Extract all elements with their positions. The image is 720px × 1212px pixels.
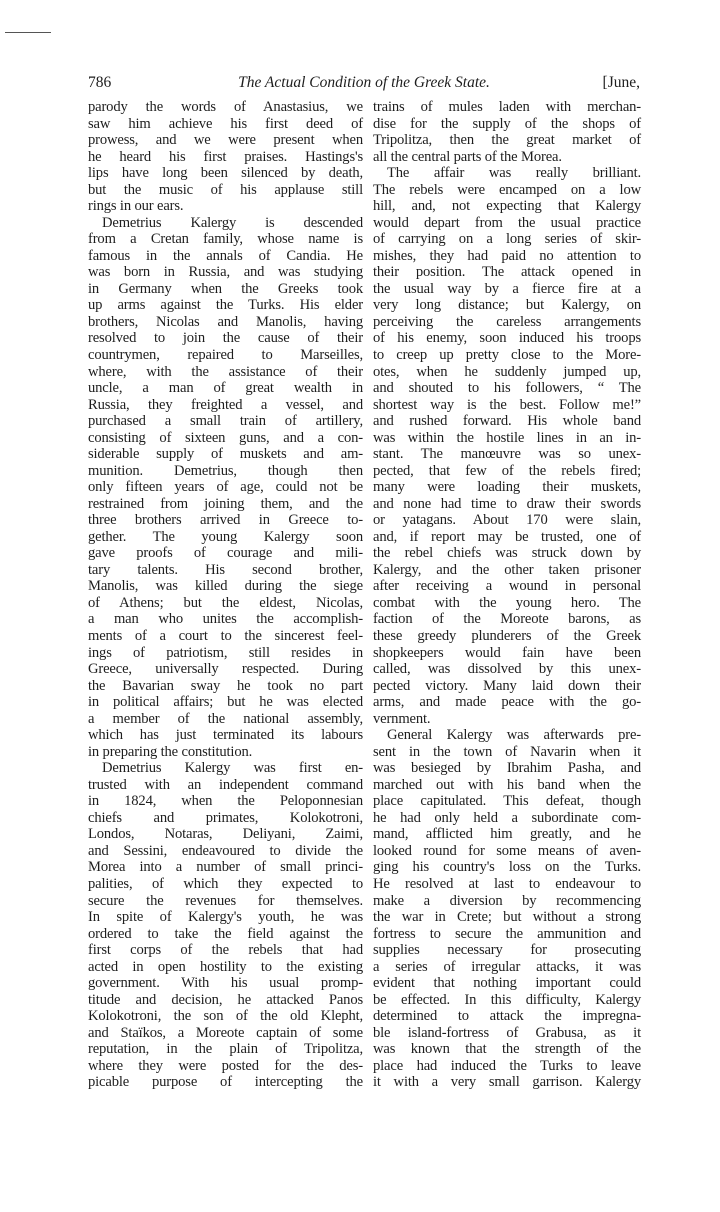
text-line: picable purpose of intercepting the [88,1074,363,1091]
text-line: famous in the annals of Candia. He [88,247,363,264]
text-line: very long distance; but Kalergy, on [373,297,641,314]
text-line: the rebel chiefs was struck down by [373,545,641,562]
text-line: first corps of the rebels that had [88,942,363,959]
text-line: in Germany when the Greeks took [88,280,363,297]
text-line: otes, when he suddenly jumped up, [373,363,641,380]
text-line: pected, that few of the rebels fired; [373,462,641,479]
text-line: gether. The young Kalergy soon [88,528,363,545]
text-line: would depart from the usual practice [373,214,641,231]
text-line: faction of the Moreote barons, as [373,611,641,628]
text-line: Morea into a number of small princi- [88,859,363,876]
text-line: the war in Crete; but without a strong [373,909,641,926]
text-line: or yatagans. About 170 were slain, [373,512,641,529]
text-line: a member of the national assembly, [88,710,363,727]
text-line: saw him achieve his first deed of [88,115,363,132]
running-title: The Actual Condition of the Greek State. [238,74,490,91]
text-line: and, if report may be trusted, one of [373,528,641,545]
text-line: Londos, Notaras, Deliyani, Zaimi, [88,826,363,843]
text-line: marched out with his band when the [373,776,641,793]
text-line: the usual way by a fierce fire at a [373,280,641,297]
text-line: The rebels were encamped on a low [373,181,641,198]
text-line: he had only held a subordinate com- [373,809,641,826]
text-line: looked round for some means of aven- [373,842,641,859]
text-line: where, with the assistance of their [88,363,363,380]
text-line: and shouted to his followers, “ The [373,380,641,397]
text-line: all the central parts of the Morea. [373,148,562,165]
text-line: Kalergy, and the other taken prisoner [373,561,641,578]
text-line: from a Cretan family, whose name is [88,231,363,248]
text-line: parody the words of Anastasius, we [88,99,363,115]
text-line: vernment. [373,710,431,727]
text-line: where they were posted for the des- [88,1057,363,1074]
text-line: determined to attack the impregna- [373,1008,641,1025]
text-line: and none had time to draw their swords [373,495,641,512]
text-line: tary talents. His second brother, [88,561,363,578]
text-line: The affair was really brilliant. [387,165,641,182]
text-line: titude and decision, he attacked Panos [88,991,363,1008]
text-line: these greedy plunderers of the Greek [373,628,641,644]
text-line: it with a very small garrison. Kalergy [373,1074,641,1091]
text-line: trusted with an independent command [88,776,363,793]
text-line: supplies necessary for prosecuting [373,942,641,959]
issue-date: [June, [602,74,640,91]
text-line: ble island-fortress of Grabusa, as it [373,1024,641,1041]
text-line: to creep up pretty close to the More- [373,346,641,363]
text-line: resolved to join the cause of their [88,330,363,347]
text-line: in 1824, when the Peloponnesian [88,793,363,810]
text-line: government. With his usual promp- [88,975,363,992]
text-line: many were loading their muskets, [373,479,641,496]
text-line: was besieged by Ibrahim Pasha, and [373,760,641,777]
text-line: prowess, and we were present when [88,132,363,149]
text-line: stant. The manœuvre was so unex- [373,446,641,463]
right-column [373,99,641,1091]
text-line: arms, and made peace with the go- [373,694,641,711]
text-line: In spite of Kalergy's youth, he was [88,909,363,926]
text-line: sent in the town of Navarin when it [373,743,641,760]
text-line: of Athens; but the eldest, Nicolas, [88,594,363,611]
text-line: He resolved at last to endeavour to [373,875,641,892]
text-line: acted in open hostility to the existing [88,958,363,975]
text-line: Demetrius Kalergy is descended [102,214,363,231]
text-line: uncle, a man of great wealth in [88,380,363,397]
text-line: the Bavarian sway he took no part [88,677,363,694]
text-line: ging his country's loss on the Turks. [373,859,641,876]
text-line: munition. Demetrius, though then [88,462,363,479]
text-line: purchased a small train of artillery, [88,413,363,430]
text-line: of his enemy, soon induced his troops [373,330,641,347]
text-line: Kolokotroni, the son of the old Klepht, [88,1008,363,1025]
running-header [88,74,640,94]
text-line: a man who unites the accomplish- [88,611,363,628]
text-line: chiefs and primates, Kolokotroni, [88,809,363,826]
text-line: was within the hostile lines in an in- [373,429,641,446]
text-line: was born in Russia, and was studying [88,264,363,281]
text-line: Russia, they freighted a vessel, and [88,396,363,413]
text-line: Greece, universally respected. During [88,661,363,678]
text-line: brothers, Nicolas and Manolis, having [88,313,363,330]
text-line: fortress to secure the ammunition and [373,925,641,942]
text-line: he heard his first praises. Hastings's [88,148,363,165]
text-line: up arms against the Turks. His elder [88,297,363,314]
scan-mark [5,32,51,33]
text-line: place capitulated. This defeat, though [373,793,641,810]
text-line: after receiving a wound in personal [373,578,641,595]
text-line: and Staïkos, a Moreote captain of some [88,1024,363,1041]
text-line: be effected. In this difficulty, Kalergy [373,991,641,1008]
text-line: in preparing the constitution. [88,743,253,760]
text-line: a series of irregular attacks, it was [373,958,641,975]
text-line: mand, afflicted him greatly, and he [373,826,641,843]
text-line: rings in our ears. [88,198,184,215]
text-line: and rushed forward. His whole band [373,413,641,430]
text-line: shopkeepers would fain have been [373,644,641,661]
text-line: dise for the supply of the shops of [373,115,641,132]
text-line: hill, and, not expecting that Kalergy [373,198,641,215]
text-line: three brothers arrived in Greece to- [88,512,363,529]
text-line: perceiving the careless arrangements [373,313,641,330]
text-line: gave proofs of courage and mili- [88,545,363,562]
text-line: and Sessini, endeavoured to divide the [88,842,363,859]
text-line: of carrying on a long series of skir- [373,231,641,248]
text-line: countrymen, repaired to Marseilles, [88,346,363,363]
text-line: consisting of sixteen guns, and a con- [88,429,363,446]
text-line: place had induced the Turks to leave [373,1057,641,1074]
text-line: Demetrius Kalergy was first en- [102,760,363,777]
text-line: called, was dissolved by this unex- [373,661,641,678]
text-line: was known that the strength of the [373,1041,641,1058]
text-line: ments of a court to the sincerest feel- [88,628,363,644]
text-line: but the music of his applause still [88,181,363,198]
text-line: secure the revenues for themselves. [88,892,363,909]
text-line: restrained from joining them, and the [88,495,363,512]
text-line: reputation, in the plain of Tripolitza, [88,1041,363,1058]
page-number: 786 [88,74,112,91]
text-line: ings of patriotism, still resides in [88,644,363,661]
text-line: General Kalergy was afterwards pre- [387,727,641,744]
text-line: make a diversion by recommencing [373,892,641,909]
left-column [88,99,363,1091]
text-line: in political affairs; but he was elected [88,694,363,711]
text-line: siderable supply of muskets and am- [88,446,363,463]
text-line: only fifteen years of age, could not be [88,479,363,496]
text-line: trains of mules laden with merchan- [373,99,641,115]
text-line: mishes, they had paid no attention to [373,247,641,264]
text-line: pected victory. Many laid down their [373,677,641,694]
text-line: Tripolitza, then the great market of [373,132,641,149]
text-line: ordered to take the field against the [88,925,363,942]
text-line: their position. The attack opened in [373,264,641,281]
text-line: palities, of which they expected to [88,875,363,892]
text-line: lips have long been silenced by death, [88,165,363,182]
text-line: which has just terminated its labours [88,727,363,744]
text-line: evident that nothing important could [373,975,641,992]
text-line: combat with the young hero. The [373,594,641,611]
text-line: shortest way is the best. Follow me!” [373,396,641,413]
text-line: Manolis, was killed during the siege [88,578,363,595]
